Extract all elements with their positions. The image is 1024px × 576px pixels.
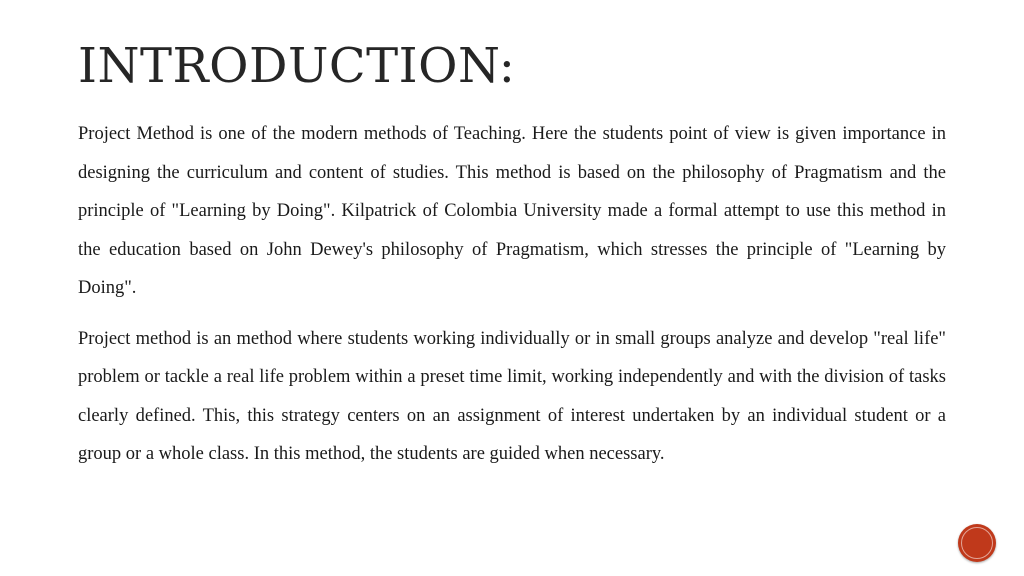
slide-body <box>78 115 946 474</box>
slide-number-badge <box>958 524 996 562</box>
paragraph-2: Project method is an method where students working individually or in small groups analyze and develop "real life" problem or tackle a real life problem within a preset time limit, working independently and with the division of tasks clearly defined. This, this strategy centers on an assignment of interest undertaken by an individual student or a group or a whole class. In this method, the students are guided when necessary. <box>78 328 946 464</box>
slide-title: INTRODUCTION: <box>78 38 516 94</box>
badge-ring-icon <box>961 527 993 559</box>
paragraph-1: Project Method is one of the modern methods of Teaching. Here the students point of view is given importance in designing the curriculum and content of studies. This method is based on the philosophy of Pragmatism and the principle of "Learning by Doing". Kilpatrick of Colombia University made a formal attempt to use this method in the education based on John Dewey's philosophy of Pragmatism, which stresses the principle of "Learning by Doing". <box>78 124 946 298</box>
